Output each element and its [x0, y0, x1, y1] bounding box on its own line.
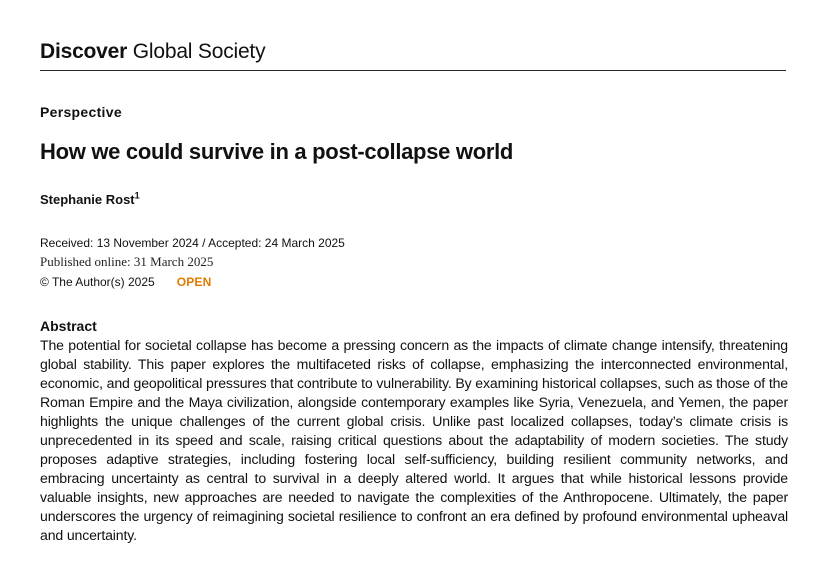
copyright-text: © The Author(s) 2025	[40, 275, 155, 289]
article-type: Perspective	[40, 104, 122, 120]
author-name: Stephanie Rost	[40, 192, 135, 207]
received-accepted-dates: Received: 13 November 2024 / Accepted: 24 March 2025	[40, 236, 345, 250]
journal-masthead	[40, 40, 265, 64]
abstract-text: The potential for societal collapse has become a pressing concern as the impacts of climate change intensify, threatening global stability. This paper explores the multifaceted risks of collapse, emphasizing the interconnected environmental, economic, and geopolitical pressures that contribute to vulnerability. By examining historical collapses, such as those of the Roman Empire and the Maya civilization, alongside contemporary examples like Syria, Venezuela, and Yemen, the paper highlights the unique challenges of the current global crisis. Unlike past localized collapses, today’s climate crisis is unprecedented in its speed and scale, raising critical questions about the adaptability of modern societies. The study proposes adaptive strategies, including fostering local self-sufficiency, building resilient community networks, and embracing uncertainty as central to survival in a deeply altered world. It argues that while historical lessons provide valuable insights, new approaches are needed to navigate the complexities of the Anthropocene. Ultimately, the paper underscores the urgency of reimagining societal resilience to confront an era defined by profound environmental upheaval and uncertainty.	[40, 337, 788, 543]
abstract-heading: Abstract	[40, 318, 97, 334]
open-access-badge: OPEN	[176, 275, 212, 289]
masthead-divider	[40, 70, 786, 71]
author-line	[40, 192, 140, 207]
affiliation-marker[interactable]: 1	[134, 190, 140, 201]
published-date: Published online: 31 March 2025	[40, 254, 214, 269]
article-title: How we could survive in a post-collapse world	[40, 139, 514, 164]
copyright-line	[40, 275, 212, 289]
journal-brand: Discover	[40, 40, 128, 63]
journal-name: Global Society	[132, 40, 266, 63]
